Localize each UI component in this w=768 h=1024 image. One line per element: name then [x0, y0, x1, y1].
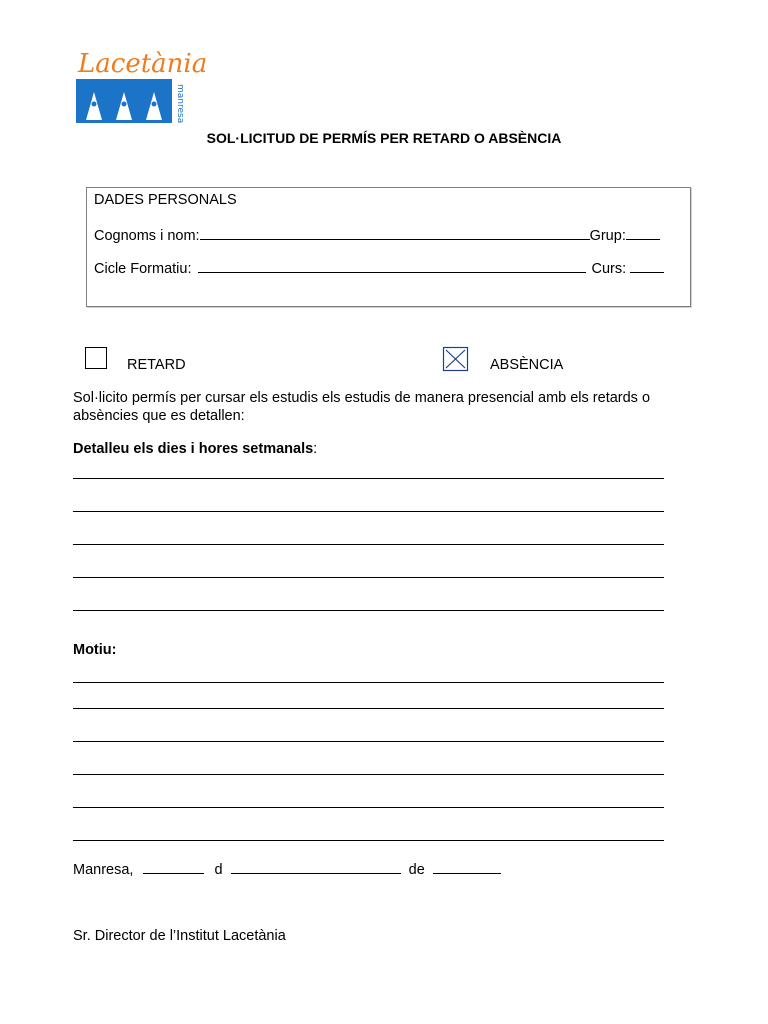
date-d: d	[214, 862, 223, 878]
logo-city: manresa	[175, 84, 185, 124]
course-label: Curs:	[591, 261, 627, 277]
logo-wordmark: Lacetània	[78, 49, 208, 79]
form-title: SOL·LICITUD DE PERMÍS PER RETARD O ABSÈNCIA	[206, 130, 562, 146]
absencia-label: ABSÈNCIA	[490, 357, 564, 373]
personal-data-heading: DADES PERSONALS	[94, 192, 237, 208]
absencia-checkbox[interactable]	[443, 347, 468, 371]
retard-checkbox[interactable]	[85, 347, 107, 369]
date-city: Manresa,	[73, 862, 134, 878]
date-de: de	[408, 862, 425, 878]
date-line	[73, 861, 501, 878]
year-field[interactable]	[433, 861, 501, 874]
surname-field[interactable]	[200, 227, 590, 240]
days-line-3[interactable]	[73, 544, 664, 545]
reason-line-5[interactable]	[73, 807, 664, 808]
days-line-2[interactable]	[73, 511, 664, 512]
days-line-4[interactable]	[73, 577, 664, 578]
group-field[interactable]	[626, 227, 660, 240]
days-line-5[interactable]	[73, 610, 664, 611]
reason-line-2[interactable]	[73, 708, 664, 709]
month-field[interactable]	[231, 861, 401, 874]
retard-label: RETARD	[127, 357, 186, 373]
lacetania-logo-graphic	[74, 42, 208, 126]
days-label-colon: :	[313, 441, 318, 457]
surname-label: Cognoms i nom:	[94, 228, 200, 244]
school-logo	[74, 42, 208, 126]
cycle-field[interactable]	[198, 260, 586, 273]
checked-x-icon	[443, 347, 468, 371]
reason-line-4[interactable]	[73, 774, 664, 775]
surname-row	[94, 227, 660, 244]
days-label-row	[73, 441, 317, 457]
reason-line-1[interactable]	[73, 682, 664, 683]
group-label: Grup:	[589, 228, 626, 244]
days-line-1[interactable]	[73, 478, 664, 479]
addressee: Sr. Director de l’Institut Lacetània	[73, 928, 286, 944]
cycle-label: Cicle Formatiu:	[94, 261, 192, 277]
request-paragraph: Sol·licito permís per cursar els estudis els estudis de manera presencial amb els retards o absències que es detallen:	[73, 390, 651, 424]
reason-label: Motiu:	[73, 642, 117, 658]
course-field[interactable]	[630, 260, 664, 273]
day-field[interactable]	[143, 861, 204, 874]
cycle-row	[94, 260, 664, 277]
reason-line-6[interactable]	[73, 840, 664, 841]
reason-line-3[interactable]	[73, 741, 664, 742]
days-label: Detalleu els dies i hores setmanals	[73, 441, 314, 457]
